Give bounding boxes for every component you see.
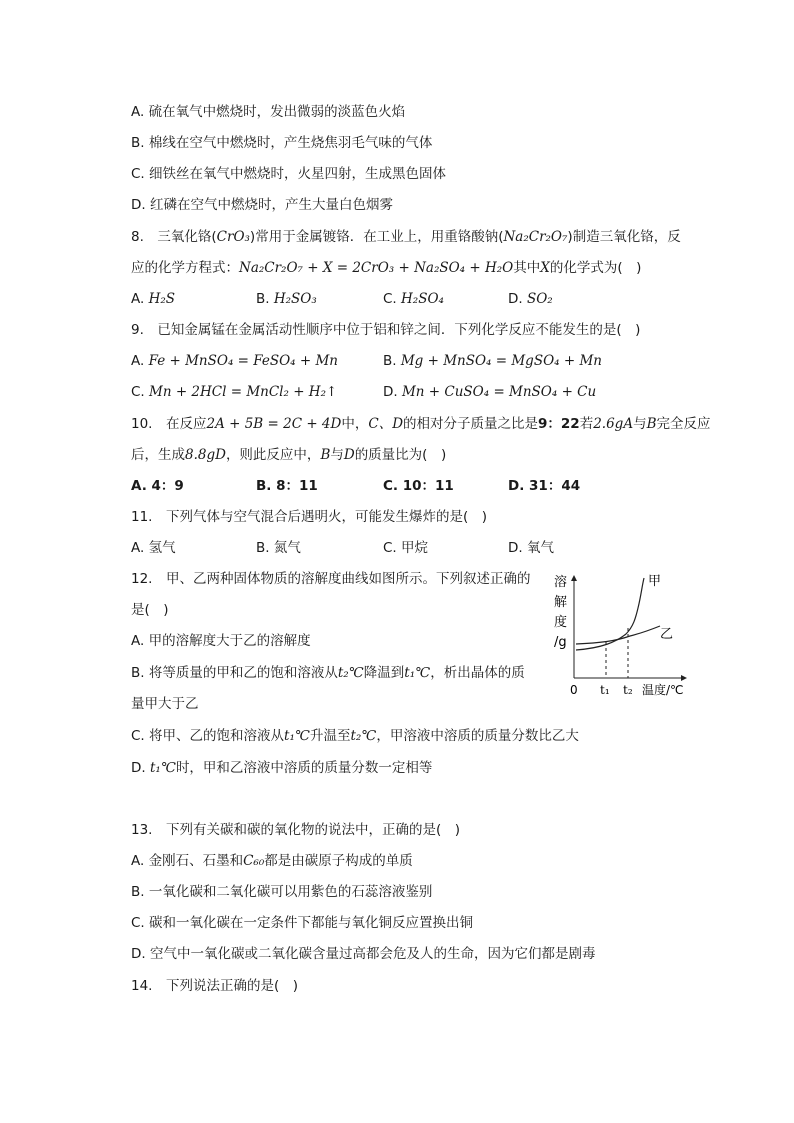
q11-stem: 11. 下列气体与空气混合后遇明火，可能发生爆炸的是( ) xyxy=(131,509,488,525)
q13-option-b: B. 一氧化碳和二氧化碳可以用紫色的石蕊溶液鉴别 xyxy=(131,884,433,900)
curve-yi xyxy=(576,626,660,644)
formula: Na₂Cr₂O₇ xyxy=(503,229,568,245)
q12-option-b-line2: 量甲大于乙 xyxy=(131,696,199,712)
q12-stem-line1: 12. 甲、乙两种固体物质的溶解度曲线如图所示。下列叙述正确的 xyxy=(131,571,531,587)
y-axis-label: /g xyxy=(554,635,567,650)
t1-label: t₁ xyxy=(600,683,610,697)
q9-stem: 9. 已知金属锰在金属活动性顺序中位于铝和锌之间．下列化学反应不能发生的是( ) xyxy=(131,322,641,338)
q10-option-a: A. 4：9 xyxy=(131,478,184,494)
q13-stem: 13. 下列有关碳和碳的氧化物的说法中，正确的是( ) xyxy=(131,822,461,838)
q8-option-a: A. H₂S xyxy=(131,291,176,307)
q9-option-c: C. Mn + 2HCl = MnCl₂ + H₂↑ xyxy=(131,384,338,400)
y-axis-label: 溶 xyxy=(554,575,568,590)
q8-stem-line1: 8. 三氧化铬(CrO₃)常用于金属镀铬．在工业上，用重铬酸钠(Na₂Cr₂O₇)制造三氧化铬，反 xyxy=(131,229,681,245)
q7-option-d: D. 红磷在空气中燃烧时，产生大量白色烟雾 xyxy=(131,197,393,213)
q8-stem-line2: 应的化学方程式：Na₂Cr₂O₇ + X = 2CrO₃ + Na₂SO₄ + H₂O其中X的化学式为( ) xyxy=(131,260,642,276)
q12-stem-line2: 是( ) xyxy=(131,602,169,618)
curve-jia xyxy=(576,578,644,650)
q10-stem-line2: 后，生成8.8gD，则此反应中，B与D的质量比为( ) xyxy=(131,447,447,463)
q11-option-a: A. 氢气 xyxy=(131,540,176,556)
q10-option-b: B. 8：11 xyxy=(256,478,318,494)
q10-option-c: C. 10：11 xyxy=(383,478,454,494)
q8-option-d: D. SO₂ xyxy=(508,291,553,307)
q7-option-c: C. 细铁丝在氧气中燃烧时，火星四射，生成黑色固体 xyxy=(131,166,447,182)
series-label-jia: 甲 xyxy=(648,574,662,589)
q12-option-c: C. 将甲、乙的饱和溶液从t₁℃升温至t₂℃，甲溶液中溶质的质量分数比乙大 xyxy=(131,728,579,744)
formula: CrO₃ xyxy=(216,229,250,245)
solubility-graph xyxy=(550,566,695,698)
q11-option-d: D. 氧气 xyxy=(508,540,554,556)
q12-option-a: A. 甲的溶解度大于乙的溶解度 xyxy=(131,633,311,649)
q10-option-d: D. 31：44 xyxy=(508,478,581,494)
q13-option-c: C. 碳和一氧化碳在一定条件下都能与氧化铜反应置换出铜 xyxy=(131,915,474,931)
q13-option-a: A. 金刚石、石墨和C₆₀都是由碳原子构成的单质 xyxy=(131,853,413,869)
q10-stem-line1: 10. 在反应2A + 5B = 2C + 4D中，C、D的相对分子质量之比是9：22若2.6gA与B完全反应 xyxy=(131,416,711,432)
q13-option-d: D. 空气中一氧化碳或二氧化碳含量过高都会危及人的生命，因为它们都是剧毒 xyxy=(131,946,596,962)
q8-option-b: B. H₂SO₃ xyxy=(256,291,317,307)
q8-option-c: C. H₂SO₄ xyxy=(383,291,444,307)
q14-stem: 14. 下列说法正确的是( ) xyxy=(131,978,299,994)
series-label-yi: 乙 xyxy=(660,627,674,642)
q7-option-b: B. 棉线在空气中燃烧时，产生烧焦羽毛气味的气体 xyxy=(131,135,433,151)
x-axis-label: 温度/℃ xyxy=(642,683,684,697)
q9-option-b: B. Mg + MnSO₄ = MgSO₄ + Mn xyxy=(383,353,602,369)
q9-option-a: A. Fe + MnSO₄ = FeSO₄ + Mn xyxy=(131,353,339,369)
q11-option-b: B. 氮气 xyxy=(256,540,301,556)
y-axis-label: 度 xyxy=(554,615,568,630)
q11-option-c: C. 甲烷 xyxy=(383,540,429,556)
q9-option-d: D. Mn + CuSO₄ = MnSO₄ + Cu xyxy=(383,384,597,400)
q12-option-d: D. t₁℃时，甲和乙溶液中溶质的质量分数一定相等 xyxy=(131,760,433,776)
origin-label: 0 xyxy=(570,683,578,697)
equation: Na₂Cr₂O₇ + X = 2CrO₃ + Na₂SO₄ + H₂O xyxy=(239,260,514,276)
q12-option-b-line1: B. 将等质量的甲和乙的饱和溶液从t₂℃降温到t₁℃，析出晶体的质 xyxy=(131,665,525,681)
t2-label: t₂ xyxy=(623,683,633,697)
q7-option-a: A. 硫在氧气中燃烧时，发出微弱的淡蓝色火焰 xyxy=(131,104,406,120)
y-axis-label: 解 xyxy=(554,595,568,610)
